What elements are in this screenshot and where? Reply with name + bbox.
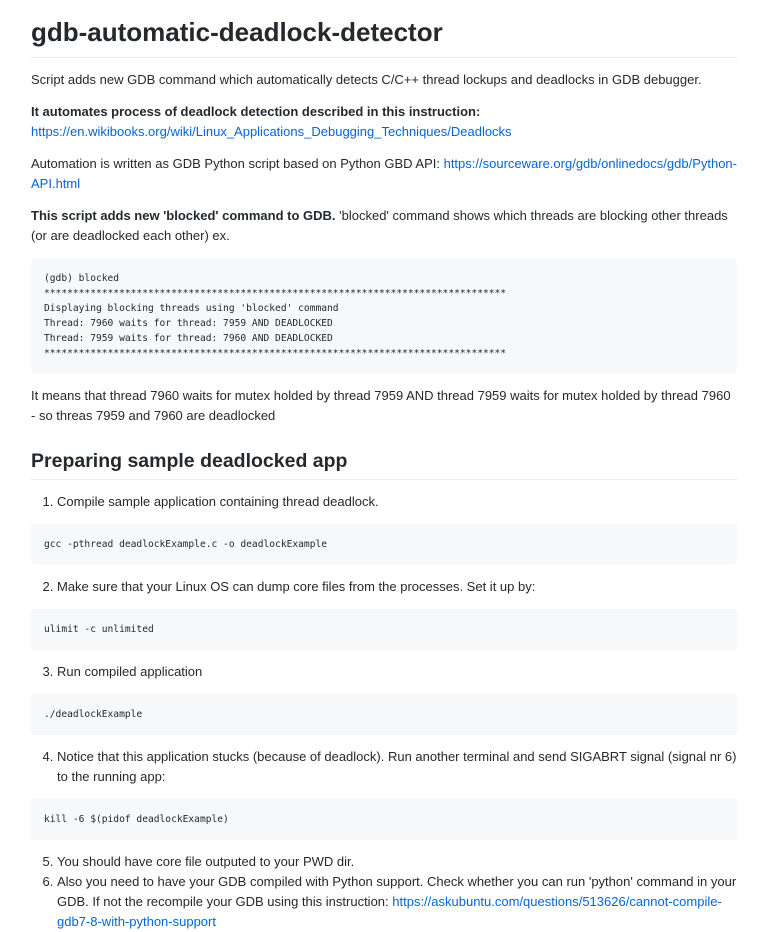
automation-paragraph: [31, 154, 737, 194]
step-text: Also you need to have your GDB compiled with Python support. Check whether you can run 'python' command in your GDB. If not the recompile your GDB using this instruction:: [57, 874, 737, 909]
step-code-block: kill -6 $(pidof deadlockExample): [31, 799, 737, 840]
steps-list-3: [31, 662, 737, 682]
steps-list-2: [31, 577, 737, 597]
section-heading: Preparing sample deadlocked app: [31, 448, 737, 480]
steps-list-4: [31, 747, 737, 787]
step-item: 4. Notice that this application stucks (because of deadlock). Run another terminal and send SIGABRT signal (signal nr 6) to the running app:: [57, 747, 737, 787]
means-text: It means that thread 7960 waits for mutex holded by thread 7959 AND thread 7959 waits for mutex holded by thread 7960 - so threas 7959 and 7960 are deadlocked: [31, 388, 731, 423]
step-item: 1. Compile sample application containing thread deadlock.: [57, 492, 737, 512]
adds-text: 'blocked' command shows which threads are blocking other threads (or are deadlocked each other) ex.: [31, 208, 728, 243]
readme-content: [31, 14, 737, 932]
example-code-block: (gdb) blocked ******************************************************************************** Displaying blocking threads using 'blocked' command Thread: 7960 waits for thread: 7959 AND DEADLOCKED Thread: 7959 waits for thread: 7960 AND DEADLOCKED ********************************************************************************: [31, 258, 737, 374]
step-code-block: ./deadlockExample: [31, 694, 737, 735]
wikibooks-link[interactable]: https://en.wikibooks.org/wiki/Linux_Applications_Debugging_Techniques/Deadlocks: [31, 124, 512, 139]
automation-text: Automation is written as GDB Python script based on Python GBD API:: [31, 156, 444, 171]
automates-bold: It automates process of deadlock detection described in this instruction:: [31, 104, 481, 119]
askubuntu-link[interactable]: https://askubuntu.com/questions/513626/cannot-compile-gdb7-8-with-python-support: [57, 894, 722, 929]
automates-paragraph: [31, 102, 737, 142]
step-item: 3. Run compiled application: [57, 662, 737, 682]
adds-bold: This script adds new 'blocked' command to GDB.: [31, 208, 336, 223]
intro-text: Script adds new GDB command which automatically detects C/C++ thread lockups and deadlocks in GDB debugger.: [31, 72, 702, 87]
page-title: gdb-automatic-deadlock-detector: [31, 14, 737, 58]
step-item: 2. Make sure that your Linux OS can dump core files from the processes. Set it up by:: [57, 577, 737, 597]
adds-paragraph: [31, 206, 737, 246]
steps-list-1: [31, 492, 737, 512]
python-api-link[interactable]: https://sourceware.org/gdb/onlinedocs/gdb/Python-API.html: [31, 156, 737, 191]
steps-list-5: [31, 852, 737, 932]
step-item: [57, 872, 737, 932]
step-code-block: gcc -pthread deadlockExample.c -o deadlockExample: [31, 524, 737, 565]
step-item: 5. You should have core file outputed to your PWD dir.: [57, 852, 737, 872]
step-code-block: ulimit -c unlimited: [31, 609, 737, 650]
